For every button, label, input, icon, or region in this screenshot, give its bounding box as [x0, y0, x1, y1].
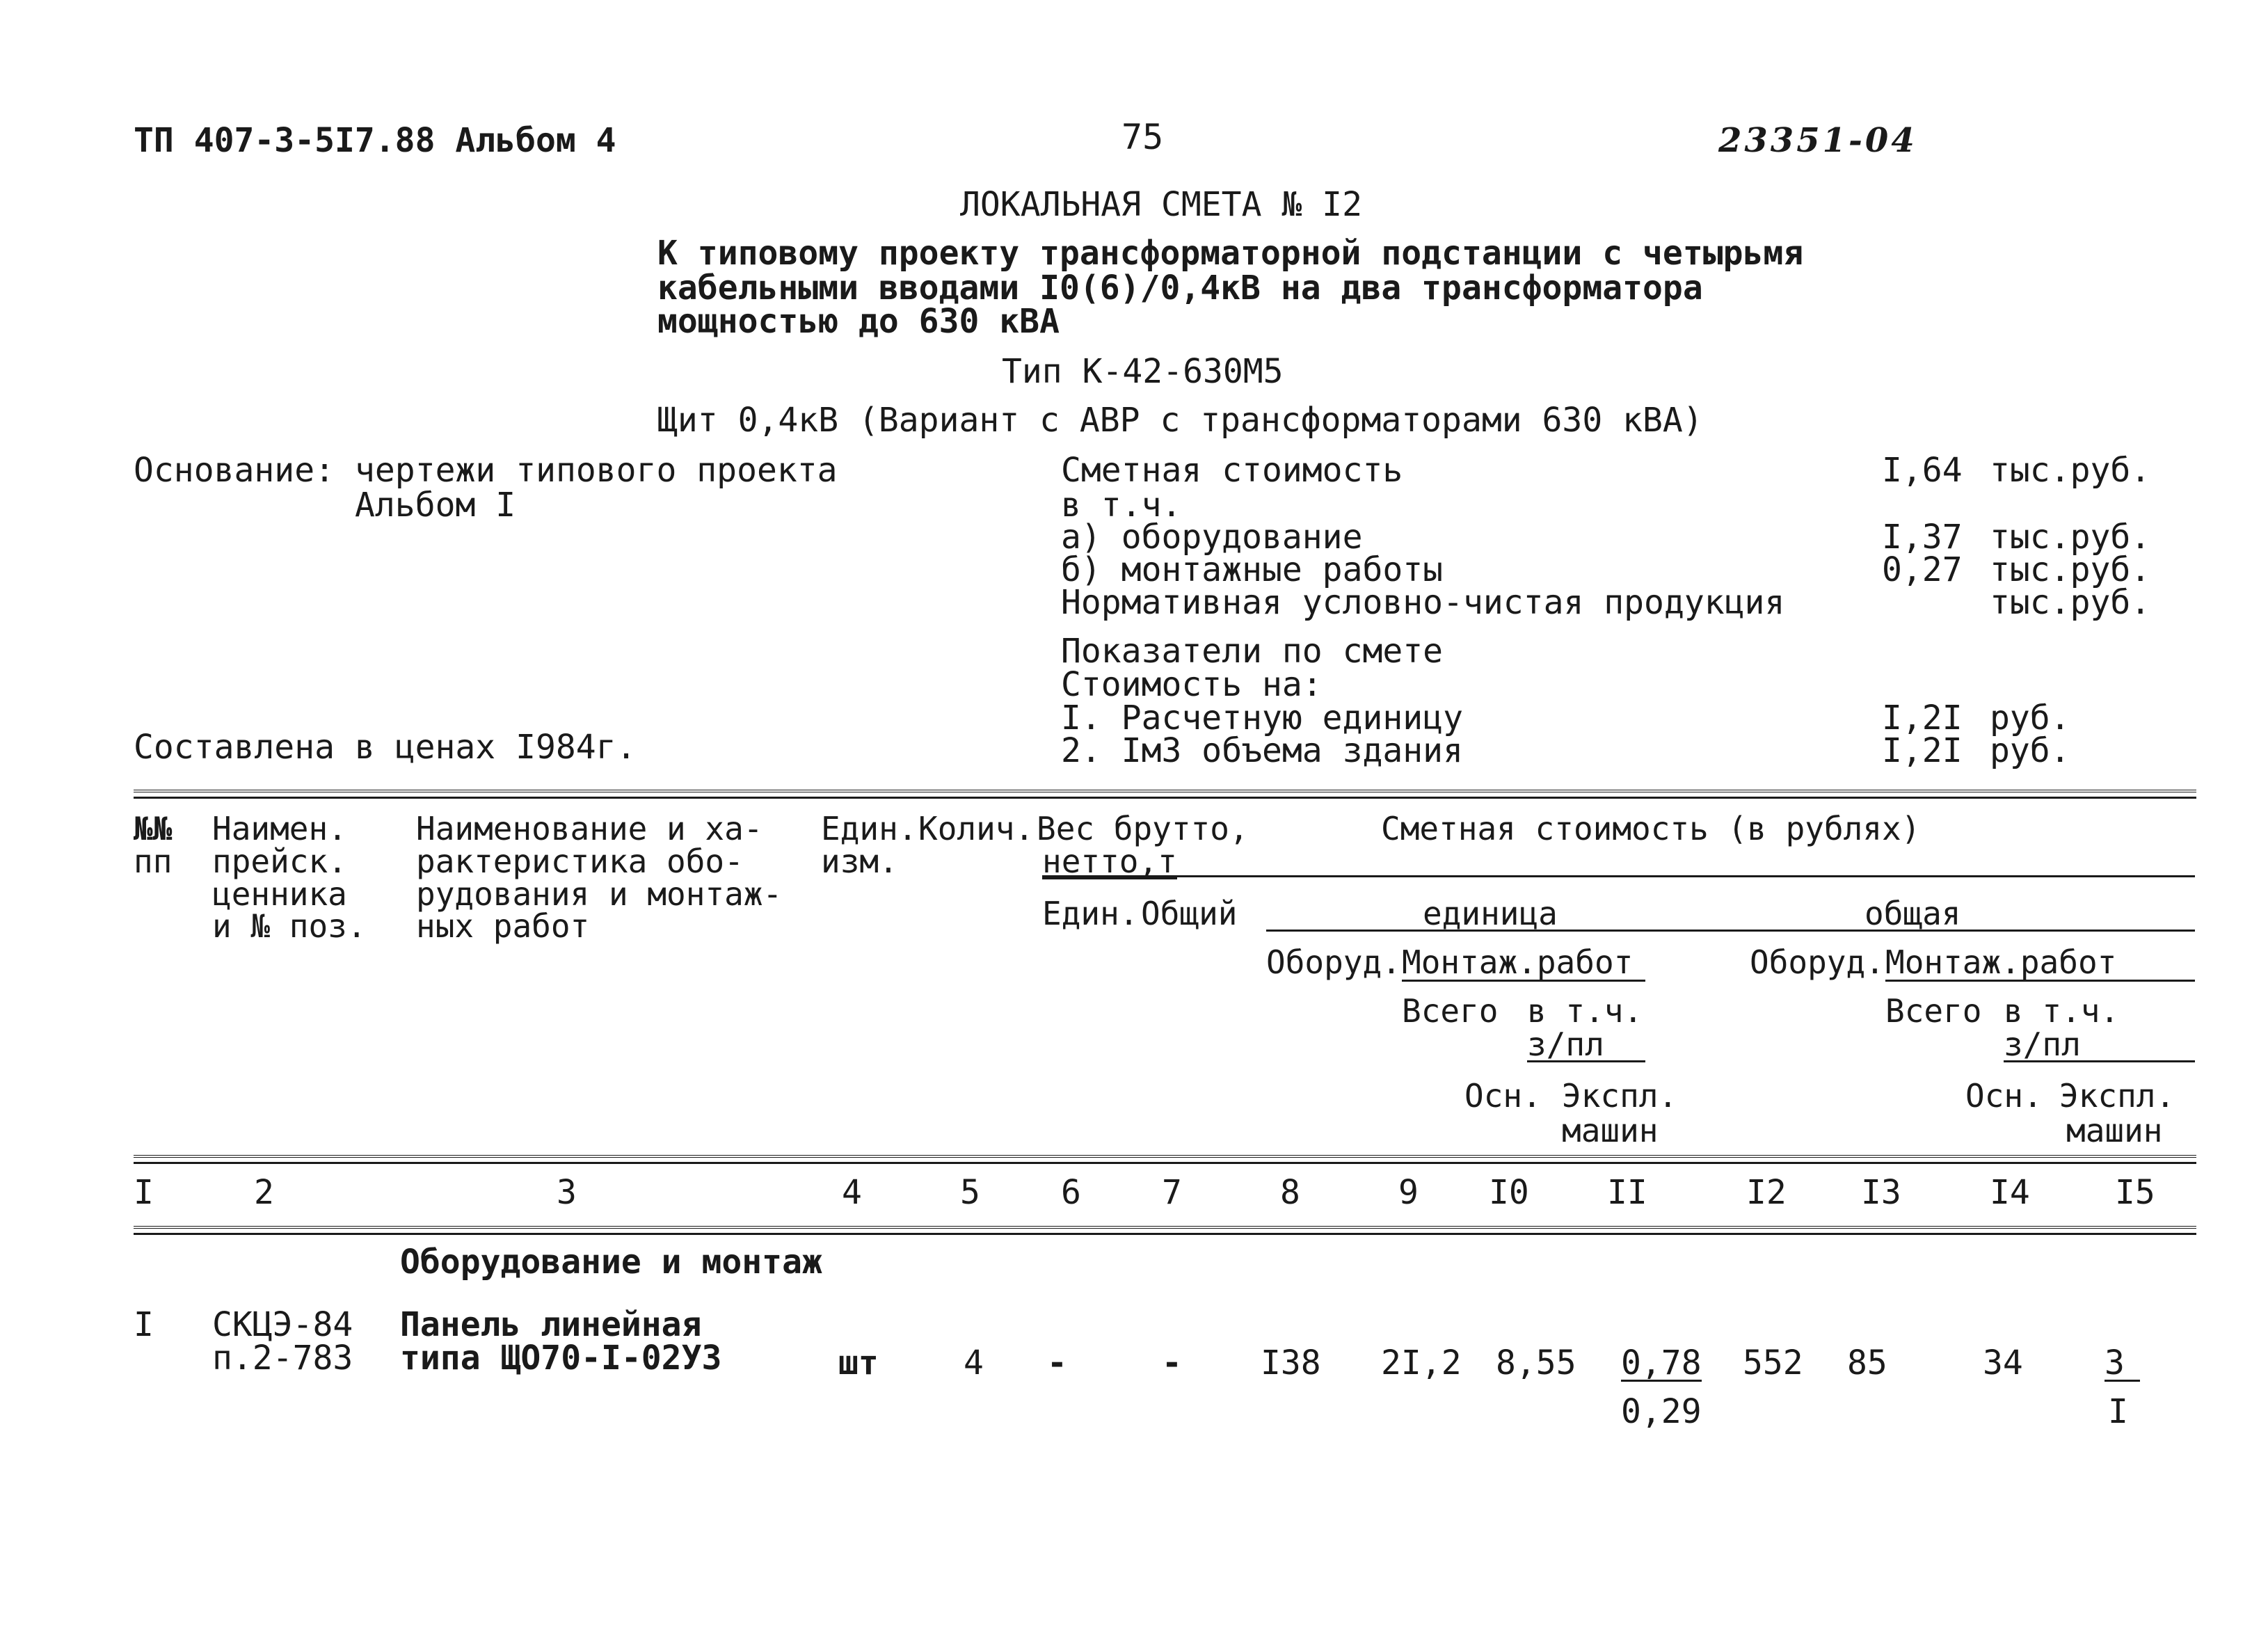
indicators-label: Показатели по смете: [1061, 632, 1444, 671]
row1-col11: 0,78: [1621, 1343, 1702, 1382]
colnum-11: II: [1607, 1173, 1647, 1212]
header-rule-3b: [1885, 980, 2195, 982]
row1-col15: 3: [2105, 1346, 2140, 1382]
title-line-1: К типовому проекту трансформаторной подстанции с четырьмя: [657, 234, 1804, 273]
equipment-value: I,37: [1882, 518, 1963, 557]
unit2-label: 2. IмЗ объема здания: [1061, 731, 1463, 770]
basis-text-1: чертежи типового проекта: [355, 451, 838, 490]
colnum-1: I: [134, 1173, 154, 1212]
basis-text-2: Альбом I: [355, 486, 516, 525]
col3-header-d: ных работ: [416, 907, 590, 945]
row1-col12: 552: [1743, 1343, 1803, 1382]
section-title: Оборудование и монтаж: [400, 1243, 822, 1282]
row1-name-1: Панель линейная: [400, 1305, 702, 1344]
header-rule-3a: [1402, 980, 1645, 982]
col3-header-b: рактеристика обо-: [416, 843, 744, 880]
page-number: 75: [1121, 117, 1164, 157]
colnum-8: 8: [1280, 1173, 1300, 1212]
incl-header-2: в т.ч.: [2004, 992, 2120, 1030]
mount-header: Монтаж.работ: [1402, 943, 1634, 981]
prices-year: Составлена в ценах I984г.: [134, 728, 637, 767]
col2-header-b: прейск.: [212, 843, 347, 880]
colnum-14: I4: [1990, 1173, 2030, 1212]
col2-header-c: ценника: [212, 875, 347, 913]
colnum-9: 9: [1398, 1173, 1419, 1212]
osn-header: Осн.: [1464, 1077, 1542, 1115]
colnum-bottom-rule: [134, 1226, 2196, 1235]
col4-header-a: Един.: [821, 810, 918, 847]
row1-qty: 4: [964, 1343, 984, 1382]
section-line: Щит 0,4кВ (Вариант с АВР с трансформаторами 630 кВА): [657, 401, 1703, 440]
col6-header-b: нетто,т: [1042, 843, 1177, 880]
col7-header-total: Общий: [1141, 895, 1238, 932]
col2-header-d: и № поз.: [212, 907, 367, 945]
colnum-2: 2: [254, 1173, 274, 1212]
equipment-unit: тыс.руб.: [1990, 518, 2151, 557]
unit2-value: I,2I: [1882, 731, 1963, 770]
equip-header: Оборуд.: [1266, 943, 1401, 981]
unit2-unit: руб.: [1990, 731, 2070, 770]
mash-header-2: машин: [2066, 1112, 2163, 1149]
col4-header-b: изм.: [821, 843, 898, 880]
row1-num: I: [134, 1305, 154, 1344]
total-header: общая: [1864, 895, 1961, 932]
mounting-label: б) монтажные работы: [1061, 550, 1444, 589]
table-top-rule: [134, 790, 2196, 799]
row1-unit: шт: [838, 1343, 879, 1382]
header-rule-4b: [2004, 1060, 2195, 1062]
incl-header: в т.ч.: [1527, 992, 1643, 1030]
colnum-12: I2: [1746, 1173, 1787, 1212]
total-cost-unit: тыс.руб.: [1990, 451, 2151, 490]
handwritten-number: 23351-04: [1718, 121, 1917, 160]
col2-header-a: Наимен.: [212, 810, 347, 847]
normative-label: Нормативная условно-чистая продукция: [1061, 583, 1785, 622]
unit1-value: I,2I: [1882, 699, 1963, 737]
type-line: Тип К-42-630М5: [1002, 352, 1284, 391]
mounting-unit: тыс.руб.: [1990, 550, 2151, 589]
equip-header-2: Оборуд.: [1750, 943, 1885, 981]
header-rule-2: [1266, 930, 2195, 932]
colnum-3: 3: [557, 1173, 577, 1212]
unit1-unit: руб.: [1990, 699, 2070, 737]
col1-header-b: пп: [134, 843, 173, 880]
header-rule-1: [1042, 875, 2195, 877]
row1-col14: 34: [1983, 1343, 2023, 1382]
colnum-6: 6: [1061, 1173, 1081, 1212]
row1-col8: I38: [1261, 1343, 1321, 1382]
col5-header: Колич.: [918, 810, 1035, 847]
mash-header: машин: [1562, 1112, 1659, 1149]
osn-header-2: Осн.: [1965, 1077, 2043, 1115]
normative-unit: тыс.руб.: [1990, 583, 2151, 622]
col3-header-a: Наименование и ха-: [416, 810, 763, 847]
expl-header: Экспл.: [1562, 1077, 1678, 1115]
document-code: ТП 407-3-5I7.88 Альбом 4: [134, 121, 616, 160]
equipment-label: а) оборудование: [1061, 518, 1363, 557]
row1-code-1: СКЦЭ-84: [212, 1305, 353, 1344]
all-header-2: Всего: [1885, 992, 1982, 1030]
row1-col13: 85: [1847, 1343, 1887, 1382]
estimated-cost-header: Сметная стоимость (в рублях): [1381, 810, 1921, 847]
all-header: Всего: [1402, 992, 1499, 1030]
colnum-5: 5: [960, 1173, 980, 1212]
zpl-header: з/пл: [1527, 1026, 1604, 1063]
colnum-15: I5: [2115, 1173, 2155, 1212]
incl-label: в т.ч.: [1061, 486, 1182, 525]
mount-header-2: Монтаж.работ: [1885, 943, 2117, 981]
colnum-13: I3: [1861, 1173, 1901, 1212]
row1-weight-total: -: [1162, 1343, 1182, 1382]
row1-name-2: типа ЩО70-I-02УЗ: [400, 1339, 722, 1378]
colnum-7: 7: [1162, 1173, 1182, 1212]
expl-header-2: Экспл.: [2059, 1077, 2175, 1115]
row1-col11-sub: 0,29: [1621, 1392, 1702, 1431]
header-bottom-rule: [134, 1155, 2196, 1164]
estimate-title: ЛОКАЛЬНАЯ СМЕТА № I2: [960, 185, 1362, 224]
col1-header-a: №№: [134, 810, 173, 847]
colnum-4: 4: [842, 1173, 862, 1212]
unit-header: единица: [1423, 895, 1558, 932]
col3-header-c: рудования и монтаж-: [416, 875, 783, 913]
col6-header-a: Вес брутто,: [1037, 810, 1249, 847]
col6-header-unit: Един.: [1042, 895, 1139, 932]
row1-col10: 8,55: [1496, 1343, 1576, 1382]
title-line-3: мощностью до 630 кВА: [657, 302, 1060, 341]
total-cost-label: Сметная стоимость: [1061, 451, 1403, 490]
row1-col9: 2I,2: [1381, 1343, 1462, 1382]
zpl-header-2: з/пл: [2004, 1026, 2081, 1063]
total-cost-value: I,64: [1882, 451, 1963, 490]
unit1-label: I. Расчетную единицу: [1061, 699, 1463, 737]
row1-col15-sub: I: [2108, 1392, 2128, 1431]
row1-code-2: п.2-783: [212, 1339, 353, 1378]
header-rule-4a: [1527, 1060, 1645, 1062]
title-line-2: кабельными вводами I0(6)/0,4кВ на два трансформатора: [657, 269, 1703, 308]
basis-label: Основание:: [134, 451, 335, 490]
colnum-10: I0: [1489, 1173, 1529, 1212]
mounting-value: 0,27: [1882, 550, 1963, 589]
row1-weight-unit: -: [1047, 1343, 1067, 1382]
cost-on-label: Стоимость на:: [1061, 665, 1323, 704]
